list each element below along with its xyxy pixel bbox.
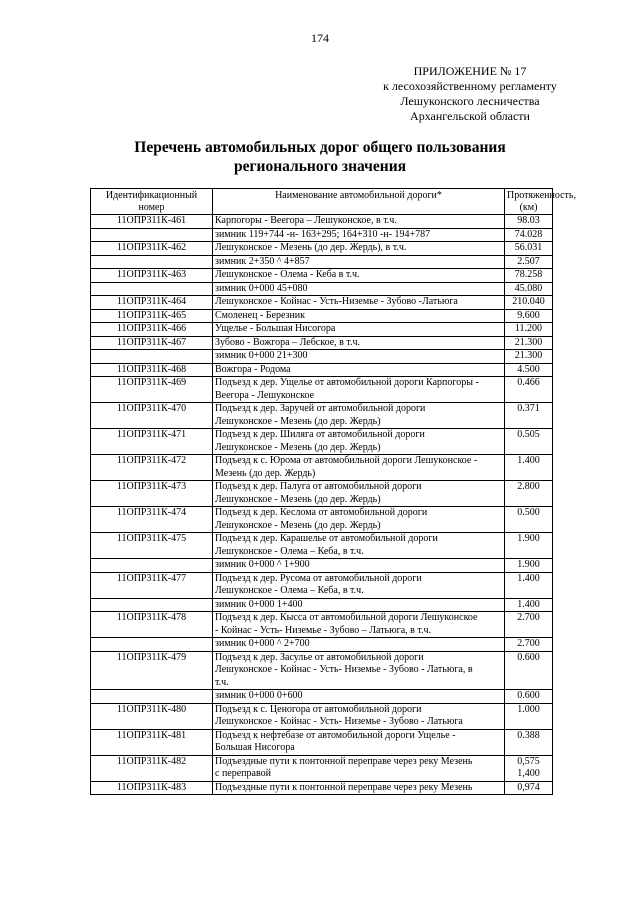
road-name-cell: Смоленец - Березник (213, 309, 505, 323)
road-name-cell: Лешуконское - Мезень (до дер. Жердь), в т.ч. (213, 242, 505, 256)
table-row (91, 403, 553, 429)
road-name-cell: зимник 119+744 -н- 163+295; 164+310 -н- 194+787 (213, 228, 505, 242)
table-row (91, 729, 553, 755)
road-length-cell: 21.300 (505, 350, 553, 364)
road-id-cell: 11ОПР311К-461 (91, 215, 213, 229)
road-name-cell: Подъезд к с. Юрома от автомобильной дороги Лешуконское - Мезень (до дер. Жердь) (213, 455, 505, 481)
road-length-cell: 98.03 (505, 215, 553, 229)
road-length-cell: 0,575 1,400 (505, 755, 553, 781)
table-row (91, 269, 553, 283)
road-length-cell: 74.028 (505, 228, 553, 242)
table-row (91, 572, 553, 598)
road-name-cell: зимник 0+000 45+080 (213, 282, 505, 296)
table-row (91, 323, 553, 337)
road-name-cell: зимник 0+000 1+400 (213, 598, 505, 612)
road-length-cell: 2.700 (505, 638, 553, 652)
road-id-cell: 11ОПР311К-478 (91, 612, 213, 638)
road-name-cell: Подъезд к дер. Карашелье от автомобильной дороги Лешуконское - Олема – Кеба, в т.ч. (213, 533, 505, 559)
road-length-cell: 0.388 (505, 729, 553, 755)
road-length-cell: 11.200 (505, 323, 553, 337)
road-name-cell: зимник 0+000 21+300 (213, 350, 505, 364)
table-row (91, 703, 553, 729)
header-id: Идентификационный номер (91, 189, 213, 215)
road-length-cell: 2.507 (505, 255, 553, 269)
table-row (91, 282, 553, 296)
road-name-cell: Подъезд к с. Ценогора от автомобильной дороги Лешуконское - Койнас - Усть- Низемье - Зубово - Латьюга (213, 703, 505, 729)
road-id-cell (91, 598, 213, 612)
page-number: 174 (311, 31, 329, 45)
road-id-cell: 11ОПР311К-473 (91, 481, 213, 507)
table-header-row (91, 189, 553, 215)
road-name-cell: Вожгора - Родома (213, 363, 505, 377)
table-row (91, 507, 553, 533)
table-row (91, 638, 553, 652)
road-length-cell: 0.600 (505, 651, 553, 690)
roads-table-body (91, 215, 553, 795)
table-row (91, 533, 553, 559)
road-id-cell: 11ОПР311К-472 (91, 455, 213, 481)
road-id-cell: 11ОПР311К-477 (91, 572, 213, 598)
header-length: Протяженность, (км) (505, 189, 553, 215)
road-length-cell: 1.400 (505, 572, 553, 598)
road-name-cell: зимник 0+000 ^ 2+700 (213, 638, 505, 652)
road-name-cell: Подъездные пути к понтонной переправе через реку Мезень с переправой (213, 755, 505, 781)
road-length-cell: 0.500 (505, 507, 553, 533)
appendix-number: ПРИЛОЖЕНИЕ № 17 (413, 64, 527, 78)
road-name-cell: Подъезд к дер. Шиляга от автомобильной дороги Лешуконское - Мезень (до дер. Жердь) (213, 429, 505, 455)
table-row (91, 242, 553, 256)
road-length-cell: 0,974 (505, 781, 553, 795)
road-id-cell (91, 638, 213, 652)
road-name-cell: Подъезд к дер. Кеслома от автомобильной дороги Лешуконское - Мезень (до дер. Жердь) (213, 507, 505, 533)
appendix-forestry: Лешуконского лесничества (400, 94, 540, 108)
road-id-cell: 11ОПР311К-474 (91, 507, 213, 533)
road-length-cell: 9.600 (505, 309, 553, 323)
road-length-cell: 1.400 (505, 455, 553, 481)
road-id-cell: 11ОПР311К-463 (91, 269, 213, 283)
table-row (91, 559, 553, 573)
road-length-cell: 56.031 (505, 242, 553, 256)
road-name-cell: Лешуконское - Олема - Кеба в т.ч. (213, 269, 505, 283)
road-id-cell (91, 350, 213, 364)
table-row (91, 336, 553, 350)
road-name-cell: Подъезд к дер. Ущелье от автомобильной дороги Карпогоры - Веегора - Лешуконское (213, 377, 505, 403)
road-length-cell: 0.466 (505, 377, 553, 403)
table-row (91, 350, 553, 364)
road-name-cell: Подъезд к дер. Палуга от автомобильной дороги Лешуконское - Мезень (до дер. Жердь) (213, 481, 505, 507)
road-id-cell (91, 255, 213, 269)
road-length-cell: 210.040 (505, 296, 553, 310)
road-id-cell: 11ОПР311К-464 (91, 296, 213, 310)
road-length-cell: 4.500 (505, 363, 553, 377)
table-row (91, 429, 553, 455)
header-road-name: Наименование автомобильной дороги* (213, 189, 505, 215)
road-length-cell: 78.258 (505, 269, 553, 283)
road-length-cell: 21.300 (505, 336, 553, 350)
road-id-cell: 11ОПР311К-466 (91, 323, 213, 337)
road-length-cell: 0.600 (505, 690, 553, 704)
road-id-cell: 11ОПР311К-469 (91, 377, 213, 403)
road-length-cell: 0.505 (505, 429, 553, 455)
table-row (91, 755, 553, 781)
road-name-cell: Подъезд к дер. Русома от автомобильной дороги Лешуконское - Олема – Кеба, в т.ч. (213, 572, 505, 598)
road-name-cell: зимник 0+000 0+600 (213, 690, 505, 704)
road-name-cell: Подъезд к дер. Засулье от автомобильной дороги Лешуконское - Койнас - Усть- Низемье - Зубово - Латьюга, в т.ч. (213, 651, 505, 690)
road-id-cell: 11ОПР311К-462 (91, 242, 213, 256)
road-id-cell: 11ОПР311К-483 (91, 781, 213, 795)
road-name-cell: зимник 2+350 ^ 4+857 (213, 255, 505, 269)
road-name-cell: зимник 0+000 ^ 1+900 (213, 559, 505, 573)
document-title-line-2: регионального значения (233, 158, 407, 175)
road-id-cell: 11ОПР311К-481 (91, 729, 213, 755)
road-length-cell: 45.080 (505, 282, 553, 296)
road-name-cell: Карпогоры - Веегора – Лешуконское, в т.ч. (213, 215, 505, 229)
table-row (91, 228, 553, 242)
road-length-cell: 2.800 (505, 481, 553, 507)
road-name-cell: Подъезд к дер. Кысса от автомобильной дороги Лешуконское - Койнас - Усть- Низемье - Зубово – Латьюга, в т.ч. (213, 612, 505, 638)
road-id-cell: 11ОПР311К-470 (91, 403, 213, 429)
road-id-cell: 11ОПР311К-465 (91, 309, 213, 323)
road-id-cell: 11ОПР311К-468 (91, 363, 213, 377)
table-row (91, 296, 553, 310)
table-row (91, 309, 553, 323)
road-id-cell (91, 559, 213, 573)
road-length-cell: 2.700 (505, 612, 553, 638)
road-id-cell (91, 228, 213, 242)
road-id-cell: 11ОПР311К-480 (91, 703, 213, 729)
appendix-header (340, 64, 600, 124)
table-row (91, 612, 553, 638)
road-id-cell: 11ОПР311К-471 (91, 429, 213, 455)
road-length-cell: 1.000 (505, 703, 553, 729)
road-name-cell: Подъездные пути к понтонной переправе через реку Мезень (213, 781, 505, 795)
road-name-cell: Лешуконское - Койнас - Усть-Низемье - Зубово -Латьюга (213, 296, 505, 310)
road-length-cell: 1.400 (505, 598, 553, 612)
table-row (91, 781, 553, 795)
road-id-cell (91, 690, 213, 704)
road-length-cell: 1.900 (505, 533, 553, 559)
road-length-cell: 1.900 (505, 559, 553, 573)
document-title-line-1: Перечень автомобильных дорог общего пользования (134, 139, 506, 156)
road-name-cell: Подъезд к нефтебазе от автомобильной дороги Ущелье - Большая Нисогора (213, 729, 505, 755)
table-row (91, 690, 553, 704)
table-row (91, 481, 553, 507)
road-length-cell: 0.371 (505, 403, 553, 429)
road-id-cell: 11ОПР311К-479 (91, 651, 213, 690)
road-id-cell: 11ОПР311К-467 (91, 336, 213, 350)
table-row (91, 598, 553, 612)
road-name-cell: Ущелье - Большая Нисогора (213, 323, 505, 337)
appendix-region: Архангельской области (410, 109, 530, 123)
appendix-regulation: к лесохозяйственному регламенту (383, 79, 557, 93)
table-row (91, 377, 553, 403)
road-id-cell: 11ОПР311К-482 (91, 755, 213, 781)
table-row (91, 651, 553, 690)
road-name-cell: Зубово - Вожгора – Лебское, в т.ч. (213, 336, 505, 350)
table-row (91, 455, 553, 481)
road-name-cell: Подъезд к дер. Заручей от автомобильной дороги Лешуконское - Мезень (до дер. Жердь) (213, 403, 505, 429)
roads-table (90, 188, 576, 795)
table-row (91, 215, 553, 229)
document-title (60, 138, 580, 176)
table-row (91, 255, 553, 269)
road-id-cell: 11ОПР311К-475 (91, 533, 213, 559)
table-row (91, 363, 553, 377)
road-id-cell (91, 282, 213, 296)
